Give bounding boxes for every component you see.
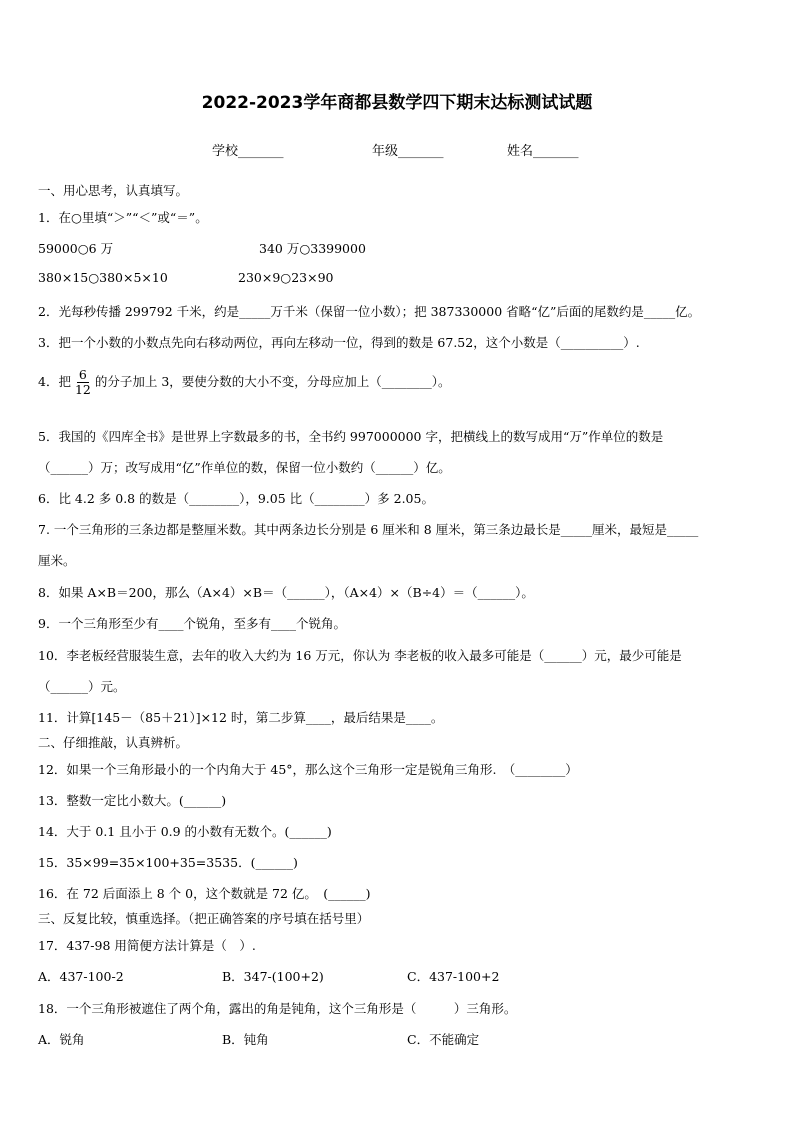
question-11: 11．计算[145－（85＋21）]×12 时，第二步算____，最后结果是____。 bbox=[38, 710, 444, 725]
fraction-numerator: 6 bbox=[78, 367, 87, 382]
question-18-option-c: C．不能确定 bbox=[407, 1032, 480, 1047]
question-10-line-2: （______）元。 bbox=[38, 679, 126, 694]
question-1-item-a: 59000○6 万 bbox=[38, 241, 114, 256]
question-13: 13．整数一定比小数大。(______) bbox=[38, 793, 227, 808]
question-7-line-1: 7. 一个三角形的三条边都是整厘米数。其中两条边长分别是 6 厘米和 8 厘米，第三条边最长是_____厘米，最短是_____ bbox=[38, 522, 699, 537]
question-1-item-b: 340 万○3399000 bbox=[259, 241, 366, 256]
question-14: 14．大于 0.1 且小于 0.9 的小数有无数个。(______) bbox=[38, 824, 332, 839]
question-9: 9．一个三角形至少有____个锐角，至多有____个锐角。 bbox=[38, 616, 346, 631]
fraction-denominator: 12 bbox=[74, 381, 91, 397]
fraction bbox=[73, 368, 93, 397]
question-6: 6．比 4.2 多 0.8 的数是（________），9.05 比（________）多 2.05。 bbox=[38, 491, 434, 506]
question-18-option-a: A．锐角 bbox=[38, 1032, 85, 1047]
question-4 bbox=[38, 368, 451, 397]
question-7-line-2: 厘米。 bbox=[38, 553, 76, 568]
question-5-line-2: （______）万；改写成用“亿”作单位的数，保留一位小数约（______）亿。 bbox=[38, 460, 451, 475]
question-1-stem: 1．在○里填“＞”“＜”或“＝”。 bbox=[38, 210, 208, 225]
section-heading-3: 三、反复比较，慎重选择。（把正确答案的序号填在括号里） bbox=[38, 911, 370, 926]
grade-field: 年级_______ bbox=[372, 144, 444, 159]
question-2: 2．光每秒传播 299792 千米，约是_____万千米（保留一位小数）；把 387330000 省略“亿”后面的尾数约是_____亿。 bbox=[38, 304, 701, 319]
question-5-line-1: 5．我国的《四库全书》是世界上字数最多的书，全书约 997000000 字，把横线上的数写成用“万”作单位的数是 bbox=[38, 429, 664, 444]
page-title: 2022-2023学年商都县数学四下期末达标测试试题 bbox=[201, 93, 593, 113]
question-17-option-c: C．437-100+2 bbox=[407, 969, 500, 984]
school-field: 学校_______ bbox=[212, 144, 284, 159]
name-field: 姓名_______ bbox=[507, 144, 579, 159]
question-1-item-d: 230×9○23×90 bbox=[238, 270, 334, 285]
question-18-stem: 18．一个三角形被遮住了两个角，露出的角是钝角，这个三角形是（ ）三角形。 bbox=[38, 1001, 517, 1016]
question-4-prefix: 4．把 bbox=[38, 373, 71, 389]
section-heading-2: 二、仔细推敲，认真辨析。 bbox=[38, 735, 189, 750]
question-1-item-c: 380×15○380×5×10 bbox=[38, 270, 168, 285]
question-17-stem: 17．437-98 用简便方法计算是（ ）. bbox=[38, 938, 256, 953]
question-15: 15．35×99=35×100+35=3535．(______) bbox=[38, 855, 298, 870]
question-16: 16．在 72 后面添上 8 个 0，这个数就是 72 亿。 (______) bbox=[38, 886, 371, 901]
question-17-option-a: A．437-100-2 bbox=[38, 969, 124, 984]
question-18-option-b: B．钝角 bbox=[222, 1032, 269, 1047]
question-3: 3．把一个小数的小数点先向右移动两位，再向左移动一位，得到的数是 67.52，这个小数是（__________）. bbox=[38, 335, 640, 350]
question-17-option-b: B．347-(100+2) bbox=[222, 969, 324, 984]
question-10-line-1: 10．李老板经营服装生意，去年的收入大约为 16 万元，你认为 李老板的收入最多可能是（______）元，最少可能是 bbox=[38, 648, 682, 663]
question-12: 12．如果一个三角形最小的一个内角大于 45°，那么这个三角形一定是锐角三角形. （________） bbox=[38, 762, 578, 777]
section-heading-1: 一、用心思考，认真填写。 bbox=[38, 183, 189, 198]
question-8: 8．如果 A×B＝200，那么（A×4）×B＝（______），（A×4）×（B÷4）＝（______）。 bbox=[38, 585, 534, 600]
question-4-suffix: 的分子加上 3，要使分数的大小不变，分母应加上（________）。 bbox=[94, 373, 451, 389]
